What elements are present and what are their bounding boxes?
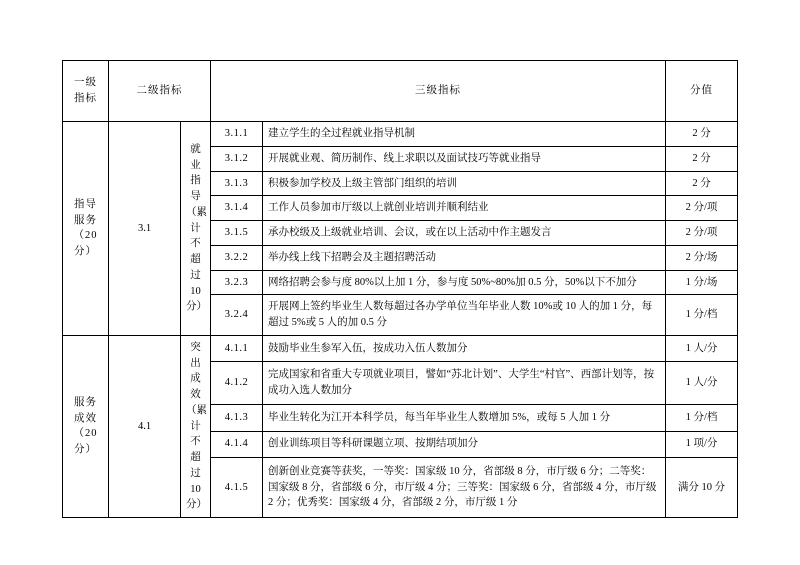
row-text: 网络招聘会参与度 80%以上加 1 分，参与度 50%~80%加 0.5 分，50%以下不加分	[263, 270, 666, 295]
group-level2-number: 4.1	[109, 335, 181, 517]
header-level1	[63, 61, 109, 122]
group-level2-number: 3.1	[109, 122, 181, 336]
table-row	[63, 335, 738, 361]
group-level1-line: 成效	[74, 412, 97, 424]
group-level2-line: （累计不超	[186, 206, 207, 265]
group-level1-label	[63, 335, 109, 517]
header-level2: 二级指标	[109, 61, 211, 122]
row-score: 2 分	[666, 146, 738, 171]
group-level2-label	[181, 335, 211, 517]
row-text: 承办校级及上级就业培训、会议，或在以上活动中作主题发言	[263, 221, 666, 246]
header-level1-line1: 一级	[74, 77, 97, 89]
row-index: 3.1.3	[211, 171, 263, 196]
row-text: 创业训练项目等科研课题立项、按期结项加分	[263, 431, 666, 457]
table-row	[63, 122, 738, 147]
group-level1-line: 指导	[74, 198, 97, 210]
row-score: 1 分/档	[666, 405, 738, 431]
group-level1-line: （20	[73, 230, 98, 242]
evaluation-table	[62, 60, 738, 518]
row-score: 2 分/场	[666, 245, 738, 270]
header-score: 分值	[666, 61, 738, 122]
row-score: 1 人/分	[666, 362, 738, 405]
row-index: 3.2.2	[211, 245, 263, 270]
row-text: 建立学生的全过程就业指导机制	[263, 122, 666, 147]
group-level2-line: 过 10 分）	[186, 467, 207, 511]
row-score: 1 人/分	[666, 335, 738, 361]
row-index: 4.1.5	[211, 458, 263, 518]
row-text: 鼓励毕业生参军入伍，按成功入伍人数加分	[263, 335, 666, 361]
row-index: 4.1.3	[211, 405, 263, 431]
table-header-row	[63, 61, 738, 122]
row-index: 4.1.1	[211, 335, 263, 361]
group-level1-line: 分）	[74, 246, 97, 258]
row-score: 2 分/项	[666, 221, 738, 246]
row-text: 创新创业竞赛等获奖，一等奖：国家级 10 分，省部级 8 分，市厅级 6 分；二等奖：国家级 8 分，省部级 6 分，市厅级 4 分；三等奖：国家级 6 分，省部级 4 分，市厅级 2 分；优秀奖：国家级 4 分，省部级 2 分，市厅级 1 分	[263, 458, 666, 518]
row-score: 满分 10 分	[666, 458, 738, 518]
row-index: 3.1.1	[211, 122, 263, 147]
row-text: 开展网上签约毕业生人数每超过各办学单位当年毕业人数 10%或 10 人的加 1 分，每超过 5%或 5 人的加 0.5 分	[263, 295, 666, 336]
row-text: 开展就业观、简历制作、线上求职以及面试技巧等就业指导	[263, 146, 666, 171]
row-score: 1 项/分	[666, 431, 738, 457]
group-level1-label	[63, 122, 109, 336]
group-level2-label	[181, 122, 211, 336]
row-text: 积极参加学校及上级主管部门组织的培训	[263, 171, 666, 196]
group-level1-line: 服务	[74, 396, 97, 408]
group-level2-line: 过 10 分）	[186, 269, 207, 313]
group-level1-line: 服务	[74, 214, 97, 226]
group-level2-line: （累计不超	[186, 404, 207, 463]
row-text: 完成国家和省重大专项就业项目，譬如“苏北计划”、大学生“村官”、西部计划等，按成功入选人数加分	[263, 362, 666, 405]
row-score: 2 分	[666, 171, 738, 196]
row-score: 1 分/档	[666, 295, 738, 336]
row-index: 3.1.2	[211, 146, 263, 171]
row-text: 工作人员参加市厅级以上就创业培训并顺利结业	[263, 196, 666, 221]
row-index: 3.2.3	[211, 270, 263, 295]
row-index: 3.1.5	[211, 221, 263, 246]
row-score: 1 分/场	[666, 270, 738, 295]
row-index: 3.2.4	[211, 295, 263, 336]
row-index: 4.1.2	[211, 362, 263, 405]
header-level3: 三级指标	[211, 61, 666, 122]
row-index: 4.1.4	[211, 431, 263, 457]
header-level1-line2: 指标	[74, 93, 97, 104]
row-index: 3.1.4	[211, 196, 263, 221]
row-score: 2 分	[666, 122, 738, 147]
group-level2-line: 就业指导	[190, 143, 201, 202]
row-text: 举办线上线下招聘会及主题招聘活动	[263, 245, 666, 270]
group-level1-line: 分）	[74, 444, 97, 456]
group-level2-line: 突出成效	[190, 341, 201, 400]
row-score: 2 分/项	[666, 196, 738, 221]
group-level1-line: （20	[73, 428, 98, 440]
row-text: 毕业生转化为江开本科学员，每当年毕业生人数增加 5%，或每 5 人加 1 分	[263, 405, 666, 431]
